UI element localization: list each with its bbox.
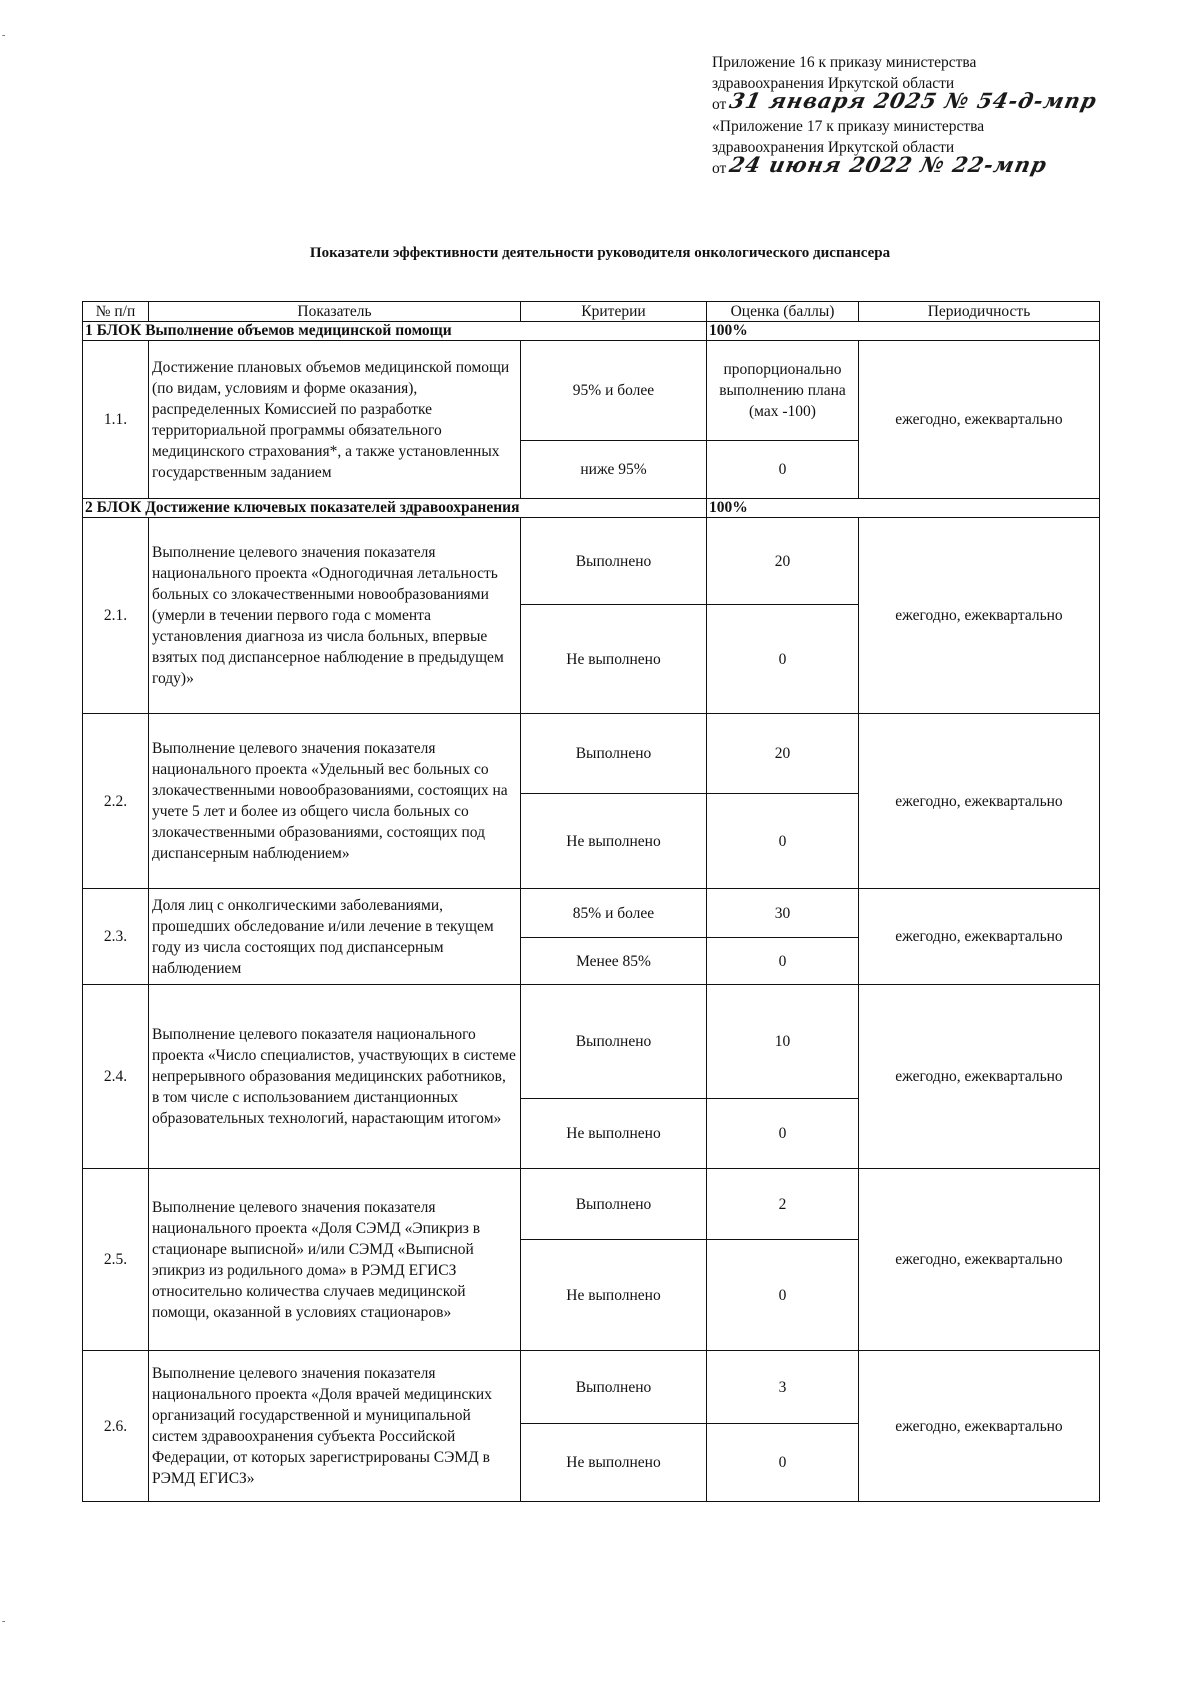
header-criteria: Критерии <box>521 302 707 322</box>
block-1-percent: 100% <box>707 322 859 341</box>
header-line-5: здравоохранения Иркутской области <box>712 139 955 156</box>
periodicity: ежегодно, ежеквартально <box>859 341 1100 499</box>
row-number: 2.4. <box>83 985 149 1169</box>
criterion-not-met: Не выполнено <box>521 794 707 889</box>
score-met: 20 <box>707 714 859 794</box>
criterion-met: Выполнено <box>521 518 707 605</box>
criterion-met: 85% и более <box>521 889 707 938</box>
table-header-row <box>83 302 1100 322</box>
criterion-not-met: Не выполнено <box>521 1099 707 1169</box>
header-line-3-prefix: от <box>712 96 727 113</box>
score-not-met: 0 <box>707 1424 859 1502</box>
criterion-met: Выполнено <box>521 1351 707 1424</box>
indicator-text: Выполнение целевого показателя национального проекта «Число специалистов, участвующих в системе непрерывного образования медицинских работников, в том числе с использованием дистанционных образовательных технологий, нарастающим итогом» <box>149 985 521 1169</box>
periodicity: ежегодно, ежеквартально <box>859 1351 1100 1502</box>
score-met: 3 <box>707 1351 859 1424</box>
indicator-text: Выполнение целевого значения показателя национального проекта «Доля врачей медицинских организаций государственной и муниципальной систем здравоохранения субъекта Российской Федерации, от которых зарегистрированы СЭМД в РЭМД ЕГИСЗ» <box>149 1351 521 1502</box>
score-not-met: 0 <box>707 1099 859 1169</box>
score-not-met: 0 <box>707 1240 859 1351</box>
block-2-percent: 100% <box>707 499 859 518</box>
header-line-3 <box>712 88 1100 116</box>
indicator-text: Выполнение целевого значения показателя национального проекта «Одногодичная летальность больных со злокачественными новообразованиями (умерли в течении первого года с момента установления диагноза из числа больных, впервые взятых под диспансерное наблюдение в предыдущем году)» <box>149 518 521 714</box>
score-met: 30 <box>707 889 859 938</box>
table-row <box>83 518 1100 605</box>
periodicity: ежегодно, ежеквартально <box>859 889 1100 985</box>
appendix-header <box>712 52 1100 180</box>
score-not-met: 0 <box>707 938 859 985</box>
periodicity: ежегодно, ежеквартально <box>859 714 1100 889</box>
score-not-met: 0 <box>707 441 859 499</box>
header-line-1: Приложение 16 к приказу министерства <box>712 54 977 71</box>
criterion-not-met: Не выполнено <box>521 605 707 714</box>
criterion-met: Выполнено <box>521 985 707 1099</box>
block-1-row <box>83 322 1100 341</box>
header-score: Оценка (баллы) <box>707 302 859 322</box>
block-1-label: 1 БЛОК Выполнение объемов медицинской помощи <box>83 322 707 341</box>
row-number: 2.6. <box>83 1351 149 1502</box>
header-periodicity: Периодичность <box>859 302 1100 322</box>
table-row <box>83 1169 1100 1240</box>
header-line-2: здравоохранения Иркутской области <box>712 75 955 92</box>
scan-mark: - <box>2 1616 6 1627</box>
score-met: 20 <box>707 518 859 605</box>
scan-mark: - <box>2 30 6 41</box>
indicator-text: Доля лиц с онколгическими заболеваниями, прошедших обследование и/или лечение в текущем году из числа состоящих под диспансерным наблюдением <box>149 889 521 985</box>
row-number: 2.2. <box>83 714 149 889</box>
periodicity: ежегодно, ежеквартально <box>859 1169 1100 1351</box>
score-not-met: 0 <box>707 605 859 714</box>
table-row <box>83 714 1100 794</box>
row-number: 2.3. <box>83 889 149 985</box>
criterion-met: 95% и более <box>521 341 707 441</box>
header-line-6 <box>712 152 1092 180</box>
score-met: пропорционально выполнению плана (мах -100) <box>707 341 859 441</box>
indicators-table <box>82 301 1100 1502</box>
indicator-text: Достижение плановых объемов медицинской помощи (по видам, условиям и форме оказания), распределенных Комиссией по разработке территориальной программы обязательного медицинского страхования*, а также установленных государственным заданием <box>149 341 521 499</box>
table-row <box>83 341 1100 441</box>
periodicity: ежегодно, ежеквартально <box>859 985 1100 1169</box>
table-row <box>83 985 1100 1099</box>
document-title: Показатели эффективности деятельности руководителя онкологического диспансера <box>309 245 891 261</box>
score-met: 10 <box>707 985 859 1099</box>
periodicity: ежегодно, ежеквартально <box>859 518 1100 714</box>
block-2-row <box>83 499 1100 518</box>
header-line-4: «Приложение 17 к приказу министерства <box>712 118 985 135</box>
row-number: 1.1. <box>83 341 149 499</box>
criterion-not-met: Не выполнено <box>521 1424 707 1502</box>
indicator-text: Выполнение целевого значения показателя национального проекта «Удельный вес больных со злокачественными новообразованиями, состоящих на учете 5 лет и более из общего числа больных со злокачественными образованиями, состоящих под диспансерным наблюдением» <box>149 714 521 889</box>
header-indicator: Показатель <box>149 302 521 322</box>
indicator-text: Выполнение целевого значения показателя национального проекта «Доля СЭМД «Эпикриз в стационаре выписной» и/или СЭМД «Выписной эпикриз из родильного дома» в РЭМД ЕГИСЗ относительно количества случаев медицинской помощи, оказанной в условиях стационаров» <box>149 1169 521 1351</box>
table-row <box>83 1351 1100 1424</box>
criterion-not-met: Не выполнено <box>521 1240 707 1351</box>
row-number: 2.5. <box>83 1169 149 1351</box>
block-2-label: 2 БЛОК Достижение ключевых показателей здравоохранения <box>83 499 707 518</box>
criterion-not-met: Менее 85% <box>521 938 707 985</box>
handwritten-date-1: 31 января 2025 № 54-д-мпр <box>727 88 1100 113</box>
score-not-met: 0 <box>707 794 859 889</box>
row-number: 2.1. <box>83 518 149 714</box>
criterion-met: Выполнено <box>521 1169 707 1240</box>
header-num: № п/п <box>83 302 149 322</box>
criterion-not-met: ниже 95% <box>521 441 707 499</box>
score-met: 2 <box>707 1169 859 1240</box>
criterion-met: Выполнено <box>521 714 707 794</box>
table-row <box>83 889 1100 938</box>
header-line-6-prefix: от <box>712 160 727 177</box>
handwritten-date-2: 24 июня 2022 № 22-мпр <box>727 152 1050 177</box>
